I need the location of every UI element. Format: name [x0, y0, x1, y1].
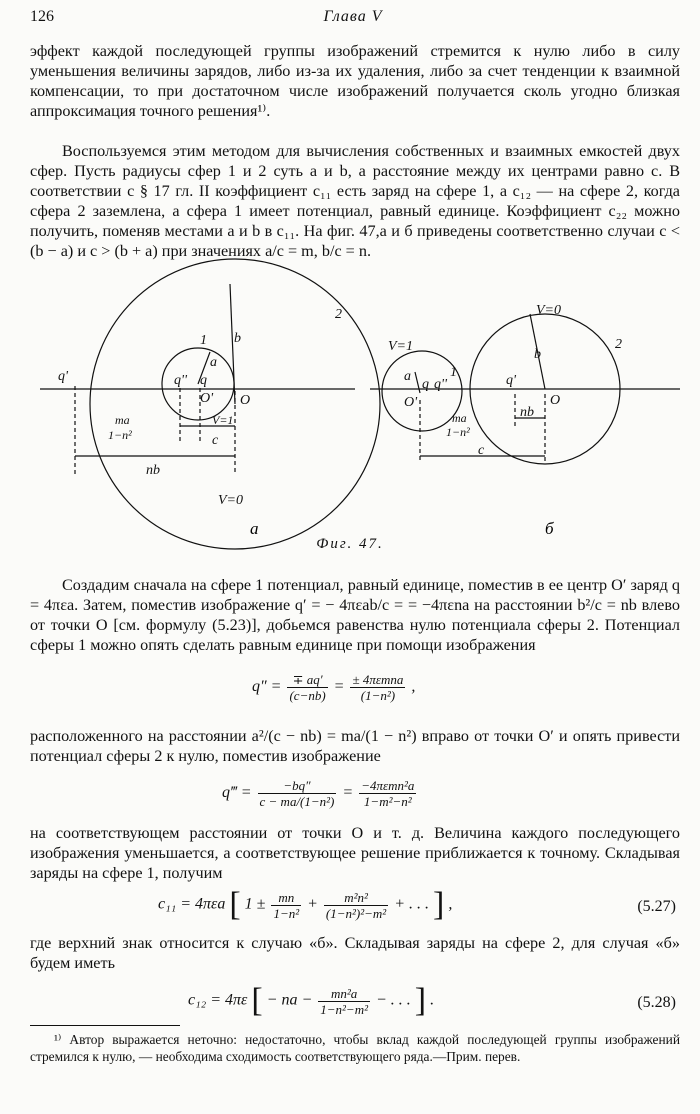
- label-o-prime-b: O': [404, 395, 418, 410]
- figure-caption: Фиг. 47.: [316, 536, 384, 552]
- label-q-a: q: [200, 373, 207, 388]
- equation-number-5-27: (5.27): [637, 898, 676, 915]
- footnote-divider: [30, 1025, 180, 1026]
- label-sphere1-b: 1: [450, 365, 457, 380]
- label-nb-b: nb: [520, 405, 534, 420]
- label-nb-a: nb: [146, 463, 160, 478]
- label-o-prime-a: O': [200, 391, 214, 406]
- label-q-dprime-a: q'': [174, 373, 187, 388]
- paragraph-4: расположенного на расстоянии a²/(c − nb) = ma/(1 − n²) вправо от точки O′ и опять привести потенциал сферы 2 к нулю, поместив изображение: [30, 727, 680, 765]
- paragraph-3: Создадим сначала на сфере 1 потенциал, равный единице, поместив в ее центр O′ заряд q = 4πεa. Затем, поместив изображение q′ = − 4πεab/c = = −4πεna на расстоянии b²/c = nb влево от точки O [см. формулу (5.23)], добьемся равенства нулю потенциала сферы 2. Потенциал сферы 1 можно опять сделать равным единице при помощи изображения: [30, 576, 680, 654]
- label-sphere2-a: 2: [335, 307, 342, 322]
- label-o-a: O: [240, 393, 251, 408]
- label-frac-num-a: ma: [115, 413, 130, 427]
- page-number: 126: [30, 8, 54, 25]
- label-frac-num-b: ma: [452, 411, 467, 425]
- paragraph-2: Воспользуемся этим методом для вычисления собственных и взаимных емкостей двух сфер. Пусть радиусы сфер 1 и 2 суть a и b, а расстояние между их центрами равно c. В соответствии с § 17 гл. II коэффициент c₁₁ есть заряд на сфере 1, а c₁₂ — на сфере 2, когда сфера 2 заземлена, а сфера 1 имеет потенциал, равный единице. Коэффициент c₂₂ можно получить, поменяв местами a и b в c₁₁. На фиг. 47,а и б приведены соответственно случаи c < (b − a) и c > (b + a) при значениях a/c = m, b/c = n.: [30, 142, 680, 260]
- label-c-b: c: [478, 443, 485, 458]
- label-b-b: b: [534, 347, 541, 362]
- figure-47: [40, 276, 680, 538]
- label-sphere1-a: 1: [200, 333, 207, 348]
- page-header: [30, 8, 676, 32]
- label-v0-b: V=0: [536, 303, 561, 318]
- footnote: ¹⁾ Автор выражается неточно: недостаточно, чтобы вклад каждой последующей группы изображений стремился к нулю, — необходима сходимость соответствующего ряда.—Прим. перев.: [30, 1032, 680, 1064]
- label-a-radius: a: [210, 355, 217, 370]
- label-o-b: O: [550, 393, 561, 408]
- label-c-a: c: [212, 433, 219, 448]
- panel-a-label: а: [250, 519, 259, 538]
- paragraph-1: эффект каждой последующей группы изображений стремится к нулю либо в силу уменьшения величины зарядов, либо из-за их удаления, либо за счет тенденции к взаимной компенсации, то при достаточном числе изображений получается сколь угодно близкая аппроксимация точного решения¹⁾.: [30, 42, 680, 120]
- radius-a-b: [415, 372, 420, 393]
- label-v0-a: V=0: [218, 493, 243, 508]
- paragraph-5: на соответствующем расстоянии от точки O и т. д. Величина каждого последующего изображения уменьшается, а соответствующее решение приближается к точному. Складывая заряды на сфере 1, получим: [30, 824, 680, 882]
- label-q-prime-b: q': [506, 373, 516, 388]
- label-frac-den-b: 1−n²: [446, 425, 470, 439]
- label-b-radius: b: [234, 331, 241, 346]
- label-q-b: q: [422, 377, 429, 392]
- paragraph-6: где верхний знак относится к случаю «б». Складывая заряды на сфере 2, для случая «б» будем иметь: [30, 934, 680, 972]
- equation-number-5-28: (5.28): [637, 994, 676, 1011]
- label-v1-b: V=1: [388, 339, 413, 354]
- label-frac-den-a: 1−n²: [108, 428, 132, 442]
- chapter-title: Глава V: [323, 8, 383, 25]
- panel-b: [370, 314, 680, 464]
- label-q-prime-a: q': [58, 369, 68, 384]
- label-v1-a: V=1: [212, 413, 234, 427]
- label-sphere2-b: 2: [615, 337, 622, 352]
- label-q-dprime-b: q'': [434, 377, 447, 392]
- panel-b-label: б: [545, 519, 554, 538]
- panel-a-labels: [58, 307, 342, 508]
- label-a-b: a: [404, 369, 411, 384]
